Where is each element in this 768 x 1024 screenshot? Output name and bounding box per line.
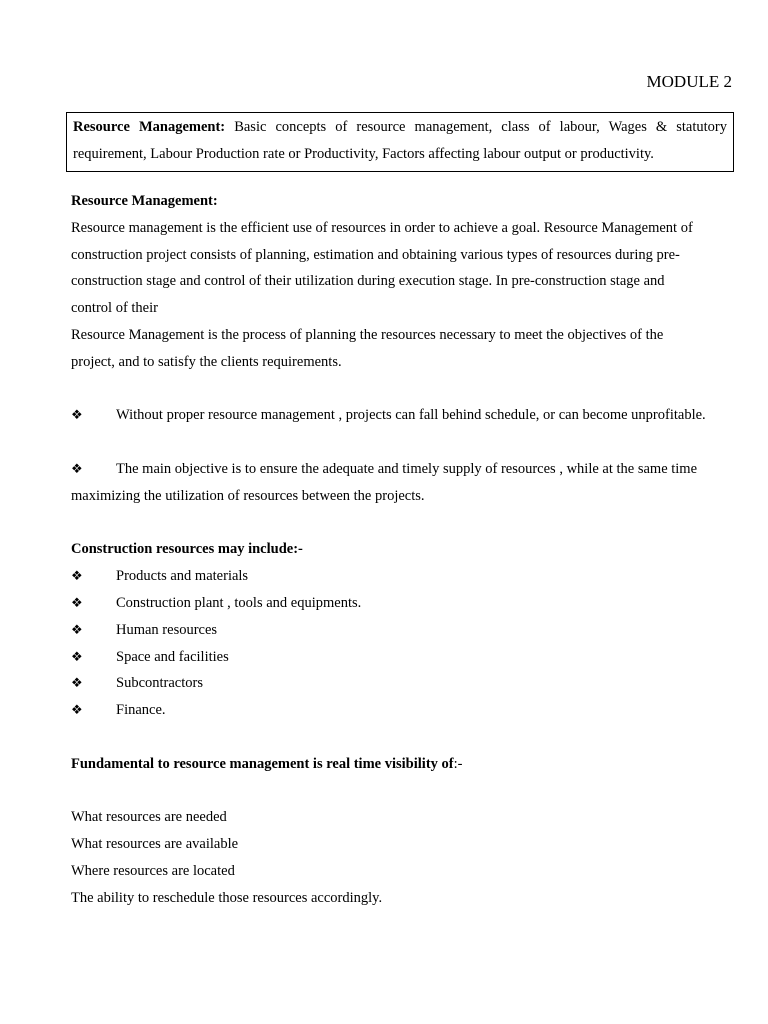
list-item-text: Construction plant , tools and equipments. <box>116 594 362 611</box>
syllabus-heading: Resource Management: <box>73 119 226 135</box>
list-item <box>71 644 731 671</box>
bullet-diamond-icon: ❖ <box>71 702 83 718</box>
bullet-text: Without proper resource management , projects can fall behind schedule, or can become unprofitable. <box>116 407 706 424</box>
list-item-text: Products and materials <box>116 568 249 585</box>
fundamental-heading <box>71 751 731 778</box>
visibility-line: What resources are needed <box>71 809 227 826</box>
bullet-diamond-icon: ❖ <box>71 568 83 584</box>
bullet-point <box>71 456 731 483</box>
bullet-diamond-icon: ❖ <box>71 594 83 610</box>
fundamental-heading-text: Fundamental to resource management is real time visibility of <box>71 755 454 772</box>
visibility-line: Where resources are located <box>71 862 235 879</box>
visibility-line: What resources are available <box>71 836 239 853</box>
body-text <box>71 188 731 912</box>
syllabus-text: Basic concepts of resource management, class of labour, Wages & statutory requirement, Labour Production rate or Productivity, Factors affecting labour output or productivity. <box>73 119 727 162</box>
paragraph-line: construction project consists of planning, estimation and obtaining various types of resources during pre- <box>71 246 680 263</box>
bullet-diamond-icon: ❖ <box>71 675 83 691</box>
list-item-text: Human resources <box>116 621 218 638</box>
list-item-text: Space and facilities <box>116 648 229 665</box>
visibility-line: The ability to reschedule those resources accordingly. <box>71 889 383 906</box>
list-item <box>71 670 731 697</box>
syllabus-box <box>66 112 734 172</box>
bullet-diamond-icon: ❖ <box>71 648 83 664</box>
fundamental-heading-suffix: :- <box>453 755 463 772</box>
list-item <box>71 590 731 617</box>
resources-heading: Construction resources may include:- <box>71 541 303 558</box>
paragraph-line: control of their <box>71 300 158 317</box>
list-item <box>71 563 731 590</box>
paragraph-line: construction stage and control of their utilization during execution stage. In pre-construction stage and <box>71 273 665 290</box>
list-item <box>71 617 731 644</box>
section-heading: Resource Management: <box>71 193 218 209</box>
bullet-diamond-icon: ❖ <box>71 621 83 637</box>
paragraph-line: maximizing the utilization of resources between the projects. <box>71 487 425 504</box>
paragraph-line: project, and to satisfy the clients requirements. <box>71 353 342 370</box>
bullet-point <box>71 402 731 429</box>
list-item-text: Subcontractors <box>116 675 203 692</box>
paragraph-line: Resource management is the efficient use of resources in order to achieve a goal. Resource Management of <box>71 219 693 236</box>
bullet-text: The main objective is to ensure the adequate and timely supply of resources , while at the same time <box>116 460 698 477</box>
bullet-diamond-icon: ❖ <box>71 460 83 476</box>
paragraph-line: Resource Management is the process of planning the resources necessary to meet the objectives of the <box>71 326 664 343</box>
module-label: MODULE 2 <box>646 72 732 91</box>
list-item-text: Finance. <box>116 702 166 719</box>
bullet-diamond-icon: ❖ <box>71 407 83 423</box>
list-item <box>71 697 731 724</box>
